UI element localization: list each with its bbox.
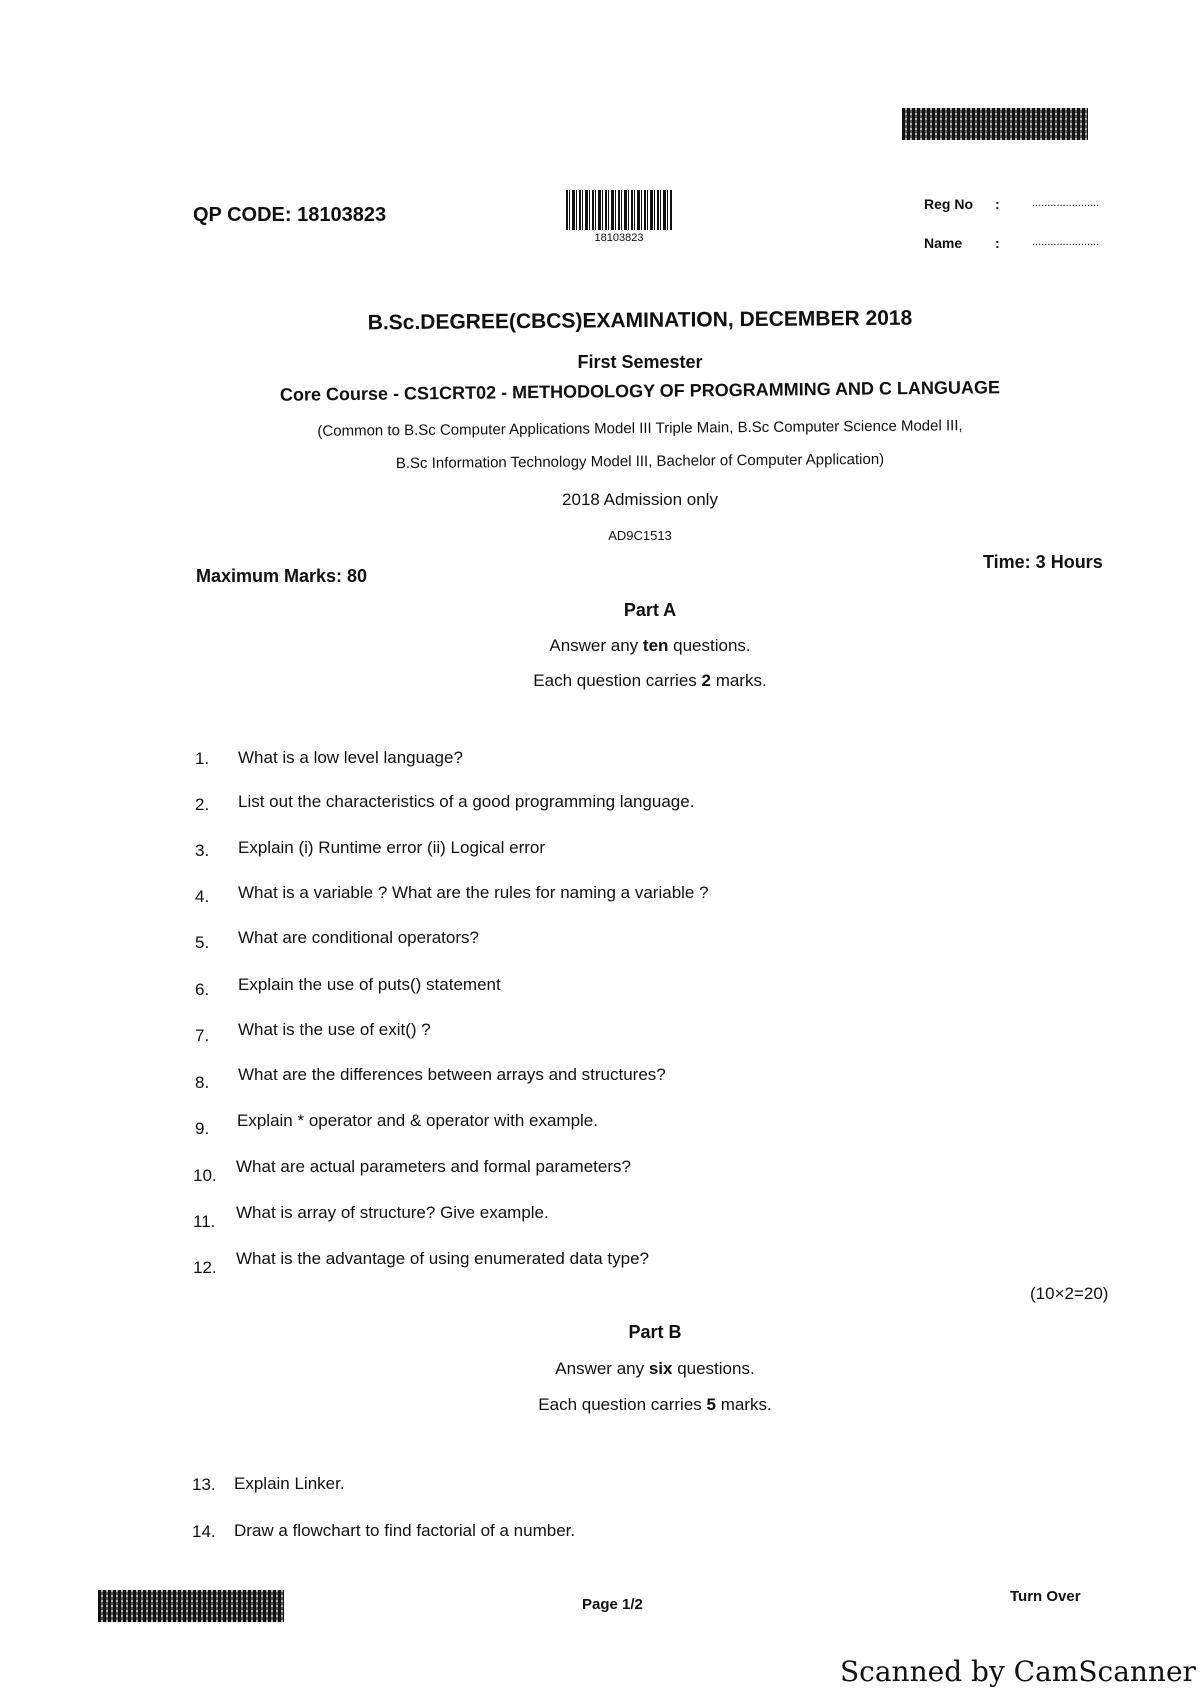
question-number: 8. bbox=[195, 1073, 210, 1092]
name-colon: : bbox=[995, 235, 1000, 251]
qp-barcode-number: 18103823 bbox=[594, 232, 644, 244]
reg-no-field: ...................... bbox=[1032, 197, 1100, 209]
part-a-instruction-1 bbox=[50, 636, 1200, 656]
part-a-instruction-2-post: marks. bbox=[710, 671, 767, 690]
time-allowed: Time: 3 Hours bbox=[983, 552, 1103, 572]
part-a-instruction-1-post: questions. bbox=[668, 636, 751, 655]
question-number: 3. bbox=[195, 841, 210, 860]
part-b-instruction-1-pre: Answer any bbox=[555, 1359, 649, 1378]
question-number: 5. bbox=[195, 933, 210, 952]
question-number: 11. bbox=[193, 1212, 216, 1231]
part-b-instruction-1 bbox=[55, 1359, 1200, 1379]
paper-code: AD9C1513 bbox=[608, 528, 672, 543]
question-text: What is the use of exit() ? bbox=[238, 1020, 431, 1039]
part-b-instruction-2-marks: 5 bbox=[706, 1395, 716, 1414]
maximum-marks: Maximum Marks: 80 bbox=[196, 566, 368, 586]
part-a-instruction-2-pre: Each question carries bbox=[533, 671, 702, 690]
part-b-instruction-2-pre: Each question carries bbox=[538, 1395, 707, 1414]
course-title: Core Course - CS1CRT02 - METHODOLOGY OF PROGRAMMING AND C LANGUAGE bbox=[279, 377, 1001, 405]
part-a-instruction-1-count: ten bbox=[642, 636, 669, 655]
part-a-instruction-2 bbox=[50, 671, 1200, 691]
question-number: 2. bbox=[195, 795, 210, 814]
part-a-instruction-2-marks: 2 bbox=[701, 671, 711, 690]
question-text: Explain * operator and & operator with example. bbox=[237, 1111, 598, 1130]
qp-code: QP CODE: 18103823 bbox=[193, 204, 387, 226]
question-text: What is a variable ? What are the rules for naming a variable ? bbox=[238, 883, 709, 902]
reg-no-colon: : bbox=[995, 196, 1000, 212]
question-text: What are actual parameters and formal parameters? bbox=[236, 1157, 631, 1176]
qp-barcode-image bbox=[566, 190, 672, 230]
part-b-instruction-1-count: six bbox=[648, 1359, 673, 1378]
question-number: 12. bbox=[193, 1258, 217, 1277]
part-a-marks-total: (10×2=20) bbox=[1030, 1284, 1109, 1303]
part-a-instruction-1-pre: Answer any bbox=[549, 636, 643, 655]
question-number: 13. bbox=[192, 1475, 216, 1494]
question-text: What are conditional operators? bbox=[238, 928, 479, 947]
admission-note: 2018 Admission only bbox=[562, 490, 718, 509]
question-text: What is a low level language? bbox=[238, 748, 463, 767]
question-text: What are the differences between arrays and structures? bbox=[238, 1065, 666, 1084]
semester: First Semester bbox=[577, 352, 703, 372]
question-text: Explain the use of puts() statement bbox=[238, 975, 501, 994]
question-text: What is array of structure? Give example. bbox=[236, 1203, 549, 1222]
name-field: ...................... bbox=[1032, 236, 1100, 248]
question-text: List out the characteristics of a good programming language. bbox=[238, 792, 695, 811]
page-number: Page 1/2 bbox=[582, 1596, 643, 1613]
bottom-barcode-image bbox=[98, 1590, 284, 1622]
part-b-instruction-1-post: questions. bbox=[672, 1359, 755, 1378]
question-text: Explain Linker. bbox=[234, 1474, 345, 1493]
part-b-instruction-2 bbox=[55, 1395, 1200, 1415]
question-number: 14. bbox=[192, 1522, 216, 1541]
question-number: 10. bbox=[193, 1166, 217, 1185]
turn-over: Turn Over bbox=[1010, 1588, 1081, 1605]
part-a-title: Part A bbox=[623, 600, 677, 620]
question-text: Explain (i) Runtime error (ii) Logical error bbox=[238, 838, 546, 857]
question-number: 6. bbox=[195, 980, 210, 999]
name-label: Name bbox=[924, 235, 963, 251]
part-b-instruction-2-post: marks. bbox=[715, 1395, 772, 1414]
part-b-title: Part B bbox=[628, 1322, 682, 1342]
question-number: 7. bbox=[195, 1026, 210, 1045]
common-line-1: (Common to B.Sc Computer Applications Model III Triple Main, B.Sc Computer Science Model III, bbox=[317, 417, 963, 440]
question-number: 4. bbox=[195, 887, 210, 906]
scanner-watermark: Scanned by CamScanner bbox=[840, 1655, 1196, 1688]
question-text: Draw a flowchart to find factorial of a number. bbox=[234, 1521, 576, 1540]
question-text: What is the advantage of using enumerated data type? bbox=[236, 1249, 649, 1268]
reg-no-label: Reg No bbox=[924, 196, 973, 212]
question-number: 9. bbox=[195, 1119, 210, 1138]
question-number: 1. bbox=[195, 749, 210, 768]
common-line-2: B.Sc Information Technology Model III, Bachelor of Computer Application) bbox=[395, 450, 885, 473]
top-barcode-image bbox=[902, 108, 1088, 140]
exam-title: B.Sc.DEGREE(CBCS)EXAMINATION, DECEMBER 2018 bbox=[367, 306, 913, 335]
